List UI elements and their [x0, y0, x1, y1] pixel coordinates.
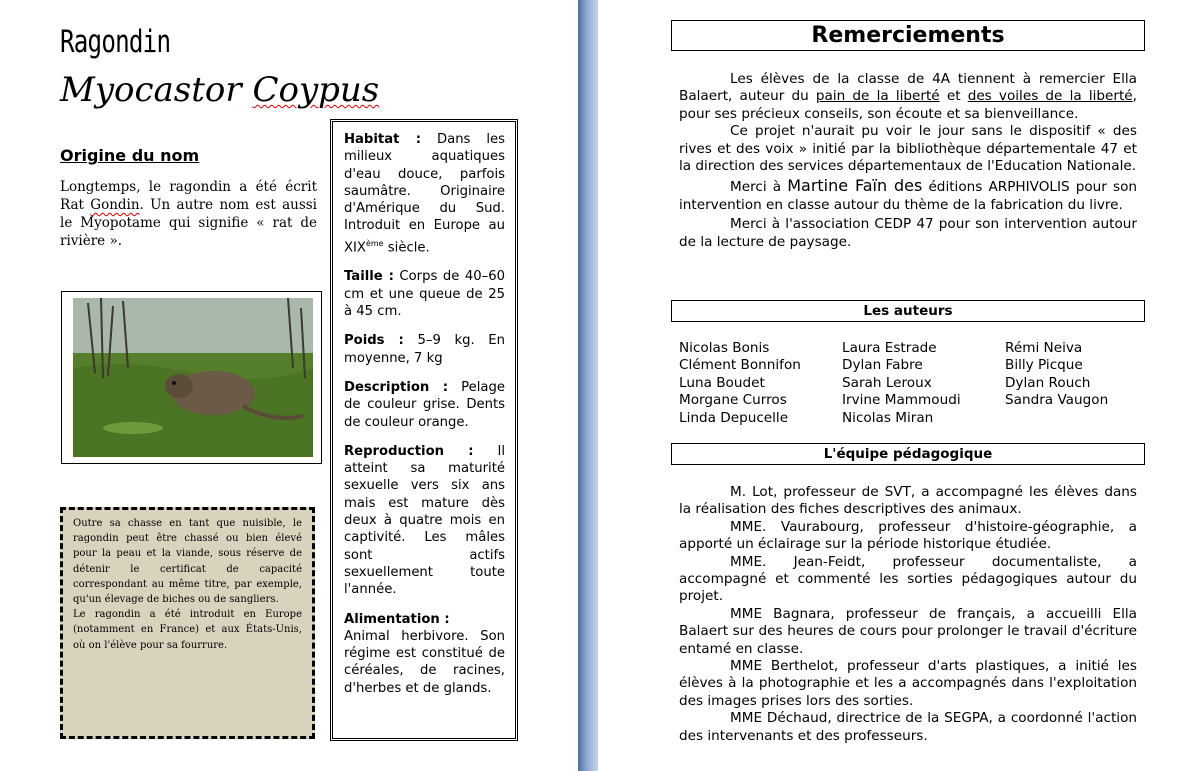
- book-title-link-1: pain de la liberté: [815, 88, 940, 105]
- page-title-scientific-name: [60, 70, 379, 110]
- fact-description: [344, 379, 505, 431]
- ack-p3-name: Martine Faïn des: [787, 176, 923, 196]
- fact-text: Corps de 40–60 cm et une queue de 25 à 45 cm.: [344, 269, 505, 320]
- ack-paragraph-3: [679, 177, 1137, 214]
- fact-text: Pelage de couleur grise. Dents de couleur orange.: [344, 379, 505, 430]
- author-name: Dylan Fabre: [842, 357, 923, 374]
- author-name: Nicolas Bonis: [679, 340, 770, 356]
- ack-paragraph-2: Ce projet n'aurait pu voir le jour sans le dispositif « des rives et des voix » initié par la bibliothèque départementale 47 et la direction des services départementaux de l'Education Nationale.: [679, 123, 1137, 175]
- ack-p3-text-2: éditions ARPHIVOLIS pour son intervention en classe autour du thème de la fabrication du livre.: [679, 179, 1137, 213]
- ack-p1-text-2: et: [939, 88, 968, 105]
- fact-label: Reproduction :: [344, 443, 474, 459]
- fact-label: Taille :: [344, 269, 394, 285]
- team-paragraph: MME Déchaud, directrice de la SEGPA, a coordonné l'action des intervenants et des professeurs.: [679, 710, 1137, 744]
- page-title-common-name: Ragondin: [60, 24, 171, 60]
- author-name: Sarah Leroux: [842, 374, 932, 391]
- coypu-head: [165, 374, 193, 398]
- fact-taille: [344, 268, 505, 320]
- author-name: Morgane Curros: [679, 392, 787, 409]
- fact-reproduction: [344, 443, 505, 599]
- author-name: Laura Estrade: [842, 340, 937, 356]
- ragondin-photo: [73, 298, 313, 457]
- team-text: [679, 484, 1137, 745]
- ack-paragraph-1: [679, 71, 1137, 123]
- author-name: [1005, 410, 1139, 427]
- fact-text: Dans les milieux aquatiques d'eau douce, parfois saumâtre. Originaire d'Amérique du Sud. Introduit en Europe au XIX: [344, 132, 505, 256]
- author-name: Rémi Neiva: [1005, 340, 1083, 356]
- photo-illustration: [73, 298, 313, 457]
- team-paragraph: M. Lot, professeur de SVT, a accompagné les élèves dans la réalisation des fiches descriptives des animaux.: [679, 484, 1137, 518]
- coypu-eye: [172, 381, 176, 385]
- author-name: Billy Picque: [1005, 357, 1083, 374]
- team-paragraph: MME Bagnara, professeur de français, a accueilli Ella Balaert sur des heures de cours pour prolonger le travail d'écriture entamé en classe.: [679, 605, 1137, 657]
- right-page: [598, 0, 1181, 771]
- species-name: Coypus: [252, 70, 380, 110]
- fact-box: [330, 119, 518, 741]
- origin-text-a: Longtemps, le ragondin a été écrit Rat: [60, 179, 317, 213]
- ack-p1-text: Les élèves de la classe de 4A tiennent à remercier Ella Balaert, auteur du: [679, 71, 1137, 105]
- fact-label: Alimentation :: [344, 611, 450, 627]
- note-paragraph-1: Outre sa chasse en tant que nuisible, le ragondin peut être chassé ou bien élevé pour la peau et la viande, sous réserve de détenir le certificat de capacité correspondant au même titre, par exemple, qu'un élevage de biches ou de sangliers.: [73, 518, 302, 606]
- team-heading: L'équipe pédagogique: [671, 443, 1145, 465]
- author-name: Clément Bonnifon: [679, 357, 801, 374]
- origin-heading: Origine du nom: [60, 146, 200, 165]
- team-paragraph: MME Berthelot, professeur d'arts plastiques, a initié les élèves à la photographie et les a accompagnés dans l'exploitation des images prises lors des sorties.: [679, 658, 1137, 709]
- fact-label: Habitat :: [344, 132, 422, 147]
- ack-p3-text: Merci à: [730, 179, 788, 196]
- fact-poids: [344, 332, 505, 367]
- page-gutter: [578, 0, 598, 771]
- author-name: Linda Depucelle: [679, 409, 789, 426]
- authors-list: [679, 340, 1139, 427]
- fact-text: Il atteint sa maturité sexuelle vers six ans mais est mature dès deux à quatre mois en captivité. Les mâles sont actifs sexuellement toute l'année.: [344, 443, 505, 598]
- acknowledgements-text: [679, 71, 1137, 251]
- grass-patch: [103, 422, 163, 434]
- author-name: Nicolas Miran: [842, 409, 934, 426]
- origin-text: [60, 178, 317, 250]
- fact-label: Poids :: [344, 333, 404, 349]
- ack-p1-text-3: , pour ses précieux conseils, son écoute et sa bienveillance.: [679, 88, 1137, 122]
- ack-paragraph-4: Merci à l'association CEDP 47 pour son intervention autour de la lecture de paysage.: [679, 216, 1137, 250]
- authors-heading: Les auteurs: [671, 300, 1145, 322]
- fact-text: Animal herbivore. Son régime est constitué de céréales, de racines, d'herbes et de glands.: [344, 628, 505, 696]
- photo-frame: [61, 291, 322, 464]
- origin-text-c: . Un autre nom est aussi le Myopotame qui signifie « rat de rivière ».: [60, 197, 317, 249]
- fact-label: Description :: [344, 379, 449, 395]
- genus-name: Myocastor: [60, 70, 242, 110]
- fact-text: 5–9 kg. En moyenne, 7 kg: [344, 333, 505, 366]
- team-paragraph: MME. Vaurabourg, professeur d'histoire-géographie, a apporté un éclairage sur la période historique étudiée.: [679, 518, 1137, 553]
- acknowledgements-title: Remerciements: [671, 20, 1145, 51]
- author-name: Irvine Mammoudi: [842, 392, 961, 409]
- left-page: [0, 0, 578, 771]
- fact-habitat: [344, 131, 505, 256]
- origin-text-b: Gondin: [90, 197, 140, 213]
- author-name: Luna Boudet: [679, 374, 765, 391]
- author-name: Dylan Rouch: [1005, 374, 1091, 391]
- note-box: [60, 507, 315, 739]
- fact-alimentation: [344, 611, 505, 697]
- fact-text-end: siècle.: [383, 240, 430, 256]
- book-title-link-2: des voiles de la liberté: [967, 88, 1133, 105]
- team-paragraph: MME. Jean-Feidt, professeur documentaliste, a accompagné et commenté les sorties pédagogiques autour du projet.: [679, 553, 1137, 605]
- author-name: Sandra Vaugon: [1005, 392, 1109, 409]
- note-paragraph-2: Le ragondin a été introduit en Europe (notamment en France) et aux États-Unis, où on l'élève pour sa fourrure.: [73, 609, 302, 651]
- fact-sup: ème: [365, 238, 384, 248]
